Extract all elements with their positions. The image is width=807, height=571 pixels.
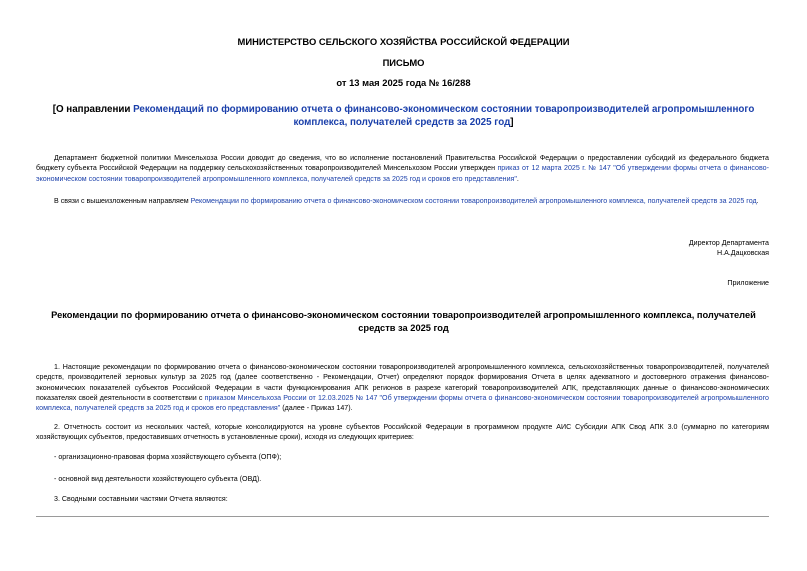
appendix-item-ovd: - основной вид деятельности хозяйствующего субъекта (ОВД). bbox=[54, 475, 262, 483]
order-147-appendix-link[interactable]: приказом Минсельхоза России от 12.03.2025 № 147 "Об утверждении формы отчета о финансово-экономическом состоянии товаропроизводителей агропромышленного комплекса, получателей средств за 2025 год и сроков его представления" bbox=[36, 393, 769, 413]
paragraph-2-end: . bbox=[756, 197, 759, 205]
document-date-number: от 13 мая 2025 года № 16/288 bbox=[336, 77, 471, 88]
paragraph-1-end: . bbox=[516, 174, 519, 183]
bottom-divider bbox=[36, 516, 769, 517]
item-1-end: (далее - Приказ 147). bbox=[280, 404, 353, 413]
body-paragraph-1 bbox=[36, 153, 769, 184]
paragraph-2-text: В связи с вышеизложенным направляем bbox=[54, 197, 191, 205]
appendix-item-1 bbox=[36, 362, 769, 413]
appendix-label: Приложение bbox=[727, 279, 769, 287]
signatory-name: Н.А.Дацковская bbox=[716, 249, 769, 257]
appendix-title: Рекомендации по формированию отчета о финансово-экономическом состоянии товаропроизводителей агропромышленного комплекса, получателей средств за 2025 год bbox=[51, 310, 756, 333]
item-1-text: 1. Настоящие рекомендации по формированию отчета о финансово-экономическом состоянии товаропроизводителей агропромышленного комплекса, сельскохозяйственных товаропроизводителей, получателей средств, производителей зерновых культур за 2025 год (далее соответственно - Рекомендации, Отчет) определяют порядок формирования Отчета в целях адекватного и достоверного отражения финансово-экономических показателей субъектов Российской Федерации в части функционирования АПК регионов в разрезе категорий товаропроизводителей АПК, представляющих данные о финансово-экономических показателях своей деятельности в соответствии с bbox=[36, 363, 769, 402]
recommendations-link[interactable]: Рекомендации по формированию отчета о финансово-экономическом состоянии товаропроизводителей агропромышленного комплекса, получателей средств за 2025 год bbox=[190, 197, 757, 205]
signatory-position: Директор Департамента bbox=[688, 239, 769, 247]
subject-suffix: ] bbox=[510, 117, 514, 128]
document-type: ПИСЬМО bbox=[382, 57, 425, 68]
ministry-name: МИНИСТЕРСТВО СЕЛЬСКОГО ХОЗЯЙСТВА РОССИЙСКОЙ ФЕДЕРАЦИИ bbox=[237, 36, 570, 47]
appendix-item-3: 3. Сводными составными частями Отчета являются: bbox=[54, 495, 228, 503]
appendix-item-opf: - организационно-правовая форма хозяйствующего субъекта (ОПФ); bbox=[54, 453, 282, 461]
subject-prefix: [О направлении bbox=[52, 104, 134, 115]
body-paragraph-2 bbox=[36, 196, 769, 206]
document-subject bbox=[36, 103, 771, 129]
paragraph-1-text: Департамент бюджетной политики Минсельхоза России доводит до сведения, что во исполнение постановлений Правительства Российской Федерации о предоставлении субсидий из федерального бюджета бюджету субъекта Российской Федерации на поддержку сельскохозяйственных товаропроизводителей Минсельхозом России утвержден bbox=[36, 154, 769, 173]
appendix-item-2: 2. Отчетность состоит из нескольких частей, которые консолидируются на уровне субъектов Российской Федерации в программном продукте АИС Субсидии АПК Свод АПК 3.0 (суммарно по категориям хозяйствующих субъектов, предоставивших отчетность в установленные сроки), исходя из следующих критериев: bbox=[36, 423, 769, 442]
subject-link[interactable]: Рекомендаций по формированию отчета о финансово-экономическом состоянии товаропроизводителей агропромышленного комплекса, получателей средств за 2025 год bbox=[133, 104, 755, 128]
order-147-link[interactable]: приказ от 12 марта 2025 г. № 147 "Об утверждении формы отчета о финансово-экономическом состоянии товаропроизводителей агропромышленного комплекса, получателей средств за 2025 год и сроков его представления" bbox=[36, 164, 769, 183]
